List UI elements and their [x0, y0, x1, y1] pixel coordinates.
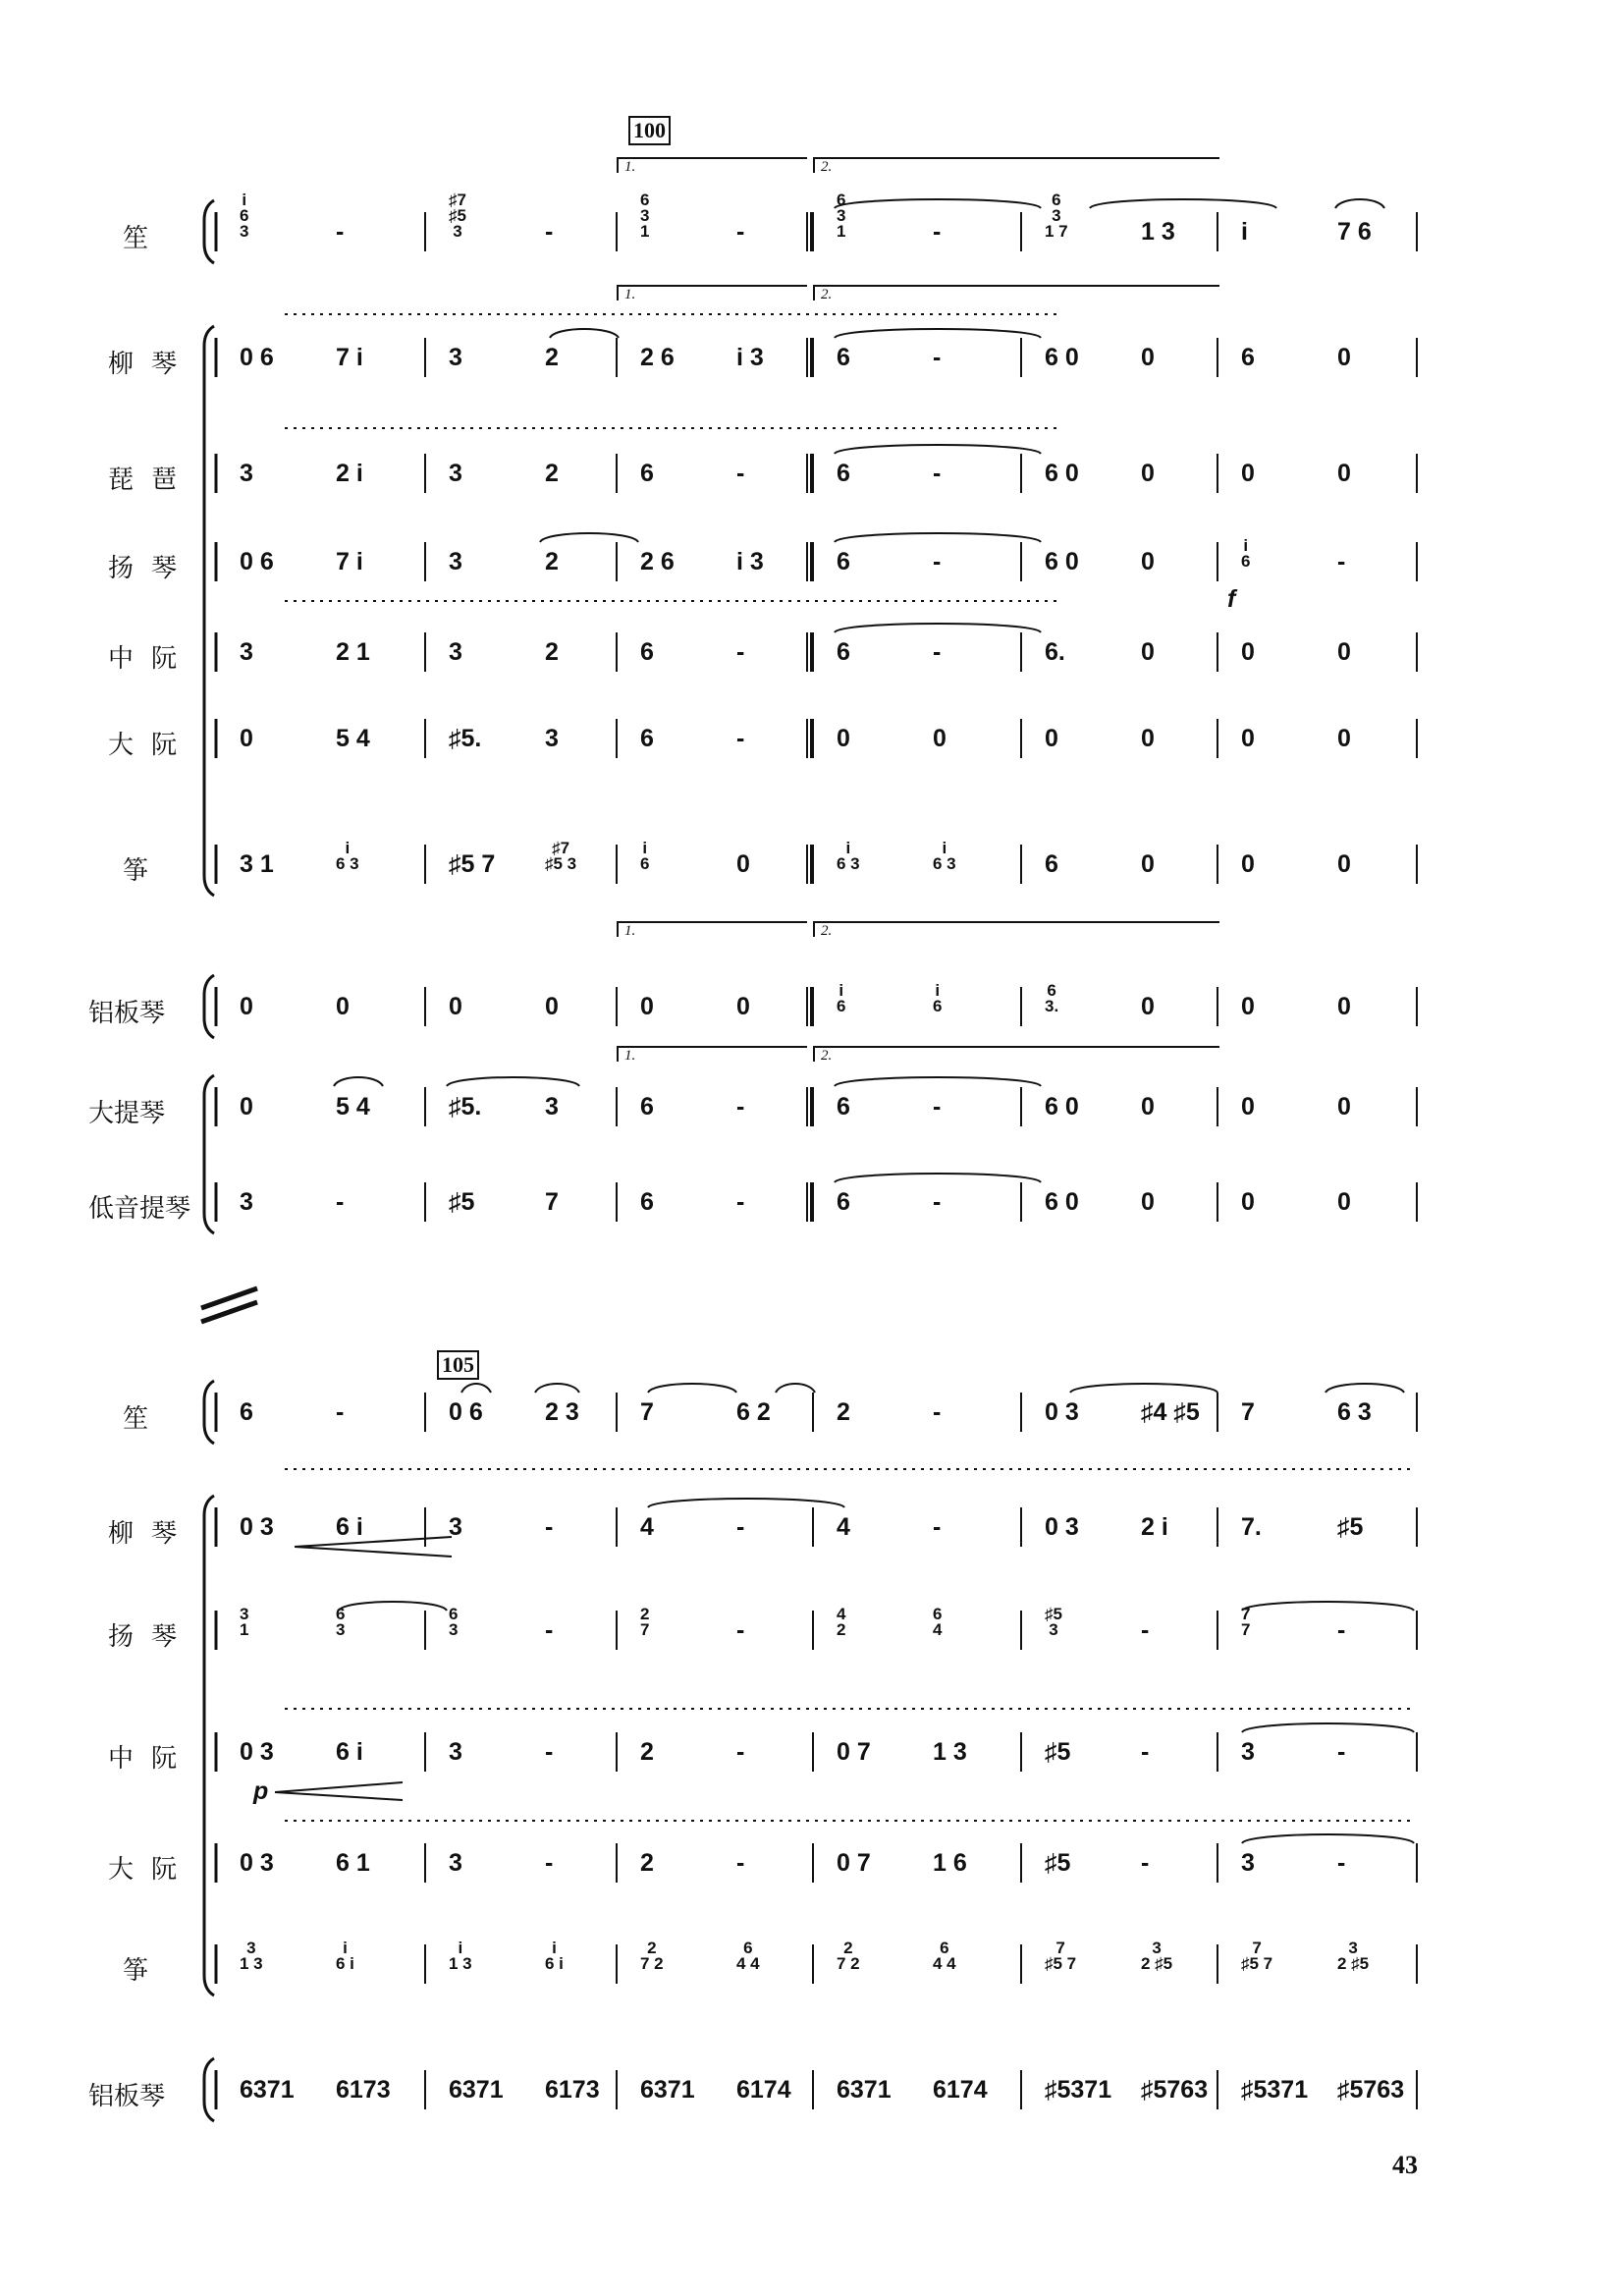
note-group: - [336, 1188, 345, 1216]
note-stack: 2 7 2 [837, 1939, 860, 1973]
slur [835, 624, 1041, 632]
page-number: 43 [1392, 2151, 1418, 2179]
note-stack: 6 3 1 7 [1045, 191, 1068, 241]
note-group: - [1337, 1849, 1346, 1877]
note-group: 7 i [336, 344, 363, 371]
note-group: 6 i [336, 1513, 363, 1541]
note-group: 2 [640, 1738, 654, 1766]
note-group: 2 [545, 548, 559, 575]
note-group: 0 [1241, 638, 1255, 666]
volta-label: 1. [624, 159, 636, 175]
note-stack: 3 1 3 [240, 1939, 263, 1973]
note-stack: 6 3 [449, 1605, 459, 1639]
volta-label: 1. [624, 923, 636, 939]
slur [550, 329, 619, 338]
note-group: 6 [837, 344, 850, 371]
note-group: - [336, 1398, 345, 1426]
note-group: 0 [1337, 993, 1351, 1020]
slur [1242, 1723, 1414, 1732]
note-group: 2 i [1141, 1513, 1168, 1541]
note-stack: 3 1 [240, 1605, 249, 1639]
instrument-label: 铝板琴 [88, 999, 166, 1028]
crescendo-hairpin [275, 1792, 403, 1800]
note-group: 3 [240, 460, 253, 487]
note-group: 2 1 [336, 638, 370, 666]
note-group: - [736, 1738, 745, 1766]
note-group: 3 [449, 344, 462, 371]
note-group: 6 [640, 1093, 654, 1121]
volta-label: 2. [821, 159, 833, 175]
volta-label: 1. [624, 287, 636, 302]
note-group: 3 [1241, 1738, 1255, 1766]
note-group: 0 [240, 725, 253, 752]
note-group: 2 [545, 344, 559, 371]
note-group: 6173 [336, 2076, 391, 2104]
slur [1242, 1602, 1414, 1611]
note-stack: i 6 3 [336, 839, 359, 873]
note-group: 0 3 [240, 1513, 274, 1541]
note-group: 2 6 [640, 344, 675, 371]
note-stack: 6 3 1 [640, 191, 650, 241]
note-group: - [1141, 1849, 1150, 1877]
note-group: - [933, 1093, 942, 1121]
instrument-label: 低音提琴 [88, 1194, 191, 1224]
note-group: 3 [545, 725, 559, 752]
instrument-label: 筝 [123, 1956, 167, 1986]
volta-1 [617, 157, 807, 173]
note-group: 0 [449, 993, 462, 1020]
note-group: 0 [1141, 993, 1155, 1020]
note-group: 0 [1141, 1093, 1155, 1121]
note-stack: 7 ♯5 7 [1241, 1939, 1273, 1973]
note-group: 3 [449, 1849, 462, 1877]
note-stack: 6 3 1 [837, 191, 846, 241]
volta-1 [617, 285, 807, 301]
note-group: - [933, 344, 942, 371]
note-group: 3 [449, 1513, 462, 1541]
note-group: ♯5371 [1045, 2076, 1112, 2104]
note-group: - [1337, 1738, 1346, 1766]
slur [1070, 1384, 1217, 1393]
note-group: - [933, 638, 942, 666]
note-group: 6 3 [1337, 1398, 1372, 1426]
note-group: - [933, 218, 942, 246]
volta-label: 2. [821, 1048, 833, 1064]
note-group: i [1241, 218, 1248, 246]
note-group: 2 [545, 638, 559, 666]
note-group: - [545, 1513, 554, 1541]
note-stack: i 6 3 [837, 839, 860, 873]
note-group: - [736, 1849, 745, 1877]
slur [334, 1077, 383, 1086]
note-group: - [933, 548, 942, 575]
staff-bracket [204, 2058, 214, 2121]
slur [1325, 1384, 1404, 1393]
volta-label: 2. [821, 287, 833, 302]
note-group: ♯5. [449, 725, 482, 752]
note-group: - [736, 1513, 745, 1541]
instrument-label: 中阮 [108, 1744, 195, 1774]
staff-bracket [204, 1075, 214, 1233]
instrument-label: 筝 [123, 856, 167, 886]
note-group: 2 [640, 1849, 654, 1877]
note-stack: 2 7 2 [640, 1939, 664, 1973]
note-stack: i 6 [837, 981, 846, 1015]
note-group: 2 i [336, 460, 363, 487]
instrument-label: 大提琴 [88, 1099, 166, 1128]
note-group: 6 0 [1045, 1188, 1079, 1216]
note-group: 0 [1337, 344, 1351, 371]
note-stack: ♯7 ♯5 3 [545, 839, 577, 873]
instrument-label: 中阮 [108, 644, 195, 674]
note-group: 3 [449, 1738, 462, 1766]
note-group: 6 [837, 1188, 850, 1216]
slur [835, 533, 1041, 542]
instrument-label: 琵琶 [108, 465, 195, 495]
staff-bracket [204, 1496, 214, 1995]
note-stack: i 6 3 [933, 839, 956, 873]
slur [835, 445, 1041, 454]
slur [535, 1384, 579, 1393]
slur [835, 199, 1041, 208]
note-stack: i 6 [1241, 536, 1251, 571]
slur [648, 1384, 736, 1393]
note-group: 0 3 [240, 1738, 274, 1766]
note-group: 0 [1141, 725, 1155, 752]
rehearsal-mark: 100 [628, 116, 671, 145]
note-group: 6. [1045, 638, 1065, 666]
note-group: 0 [1141, 548, 1155, 575]
note-group: 0 [240, 993, 253, 1020]
note-group: 0 [1141, 850, 1155, 878]
instrument-label: 柳琴 [108, 1519, 195, 1549]
note-group: 3 [449, 460, 462, 487]
note-group: - [1337, 1616, 1346, 1644]
instrument-label: 笙 [123, 1404, 167, 1434]
volta-2 [813, 1046, 1219, 1062]
crescendo-hairpin [275, 1782, 403, 1792]
note-group: 0 [1045, 725, 1058, 752]
note-group: 3 [240, 638, 253, 666]
note-group: 0 6 [240, 344, 274, 371]
staff-bracket [204, 326, 214, 896]
note-group: 6 1 [336, 1849, 370, 1877]
note-group: 0 [1337, 638, 1351, 666]
note-group: 0 3 [1045, 1513, 1079, 1541]
note-group: 6 [837, 460, 850, 487]
note-group: 1 6 [933, 1849, 967, 1877]
slur [648, 1499, 844, 1507]
rehearsal-mark: 105 [437, 1350, 479, 1380]
note-group: 6 [837, 1093, 850, 1121]
note-group: 0 [1241, 460, 1255, 487]
note-group: 6 0 [1045, 344, 1079, 371]
note-group: 4 [640, 1513, 654, 1541]
note-group: 0 [545, 993, 559, 1020]
note-group: - [736, 460, 745, 487]
dynamic-mark: p [253, 1777, 269, 1805]
note-group: 6173 [545, 2076, 600, 2104]
note-group: 0 6 [240, 548, 274, 575]
note-group: - [1337, 548, 1346, 575]
instrument-label: 扬琴 [108, 554, 195, 583]
volta-2 [813, 285, 1219, 301]
note-group: 6 [1045, 850, 1058, 878]
volta-2 [813, 157, 1219, 173]
note-stack: 6 4 4 [736, 1939, 760, 1973]
note-group: 0 7 [837, 1849, 871, 1877]
note-group: - [736, 1616, 745, 1644]
note-group: 2 3 [545, 1398, 579, 1426]
note-group: 6 [837, 548, 850, 575]
note-group: 0 [1241, 1093, 1255, 1121]
note-group: 3 1 [240, 850, 274, 878]
note-stack: 6 3. [1045, 981, 1059, 1015]
note-group: 3 [1241, 1849, 1255, 1877]
note-group: 6 i [336, 1738, 363, 1766]
note-group: 0 [1141, 1188, 1155, 1216]
instrument-label: 扬琴 [108, 1622, 195, 1652]
instrument-label: 铝板琴 [88, 2082, 166, 2111]
instrument-label: 大阮 [108, 1855, 195, 1885]
note-group: 0 7 [837, 1738, 871, 1766]
slur [1335, 199, 1384, 208]
note-group: 6 [640, 460, 654, 487]
note-group: 7. [1241, 1513, 1262, 1541]
note-group: 3 [545, 1093, 559, 1121]
note-group: 0 [933, 725, 947, 752]
note-group: 7 [640, 1398, 654, 1426]
note-group: 6 [240, 1398, 253, 1426]
note-group: ♯5. [449, 1093, 482, 1121]
note-group: 0 3 [1045, 1398, 1079, 1426]
note-stack: 3 2 ♯5 [1141, 1939, 1173, 1973]
slur [447, 1077, 579, 1086]
volta-label: 1. [624, 1048, 636, 1064]
note-group: 0 [1337, 460, 1351, 487]
note-group: ♯5 7 [449, 850, 496, 878]
instrument-label: 大阮 [108, 731, 195, 760]
volta-1 [617, 921, 807, 937]
note-group: - [933, 1398, 942, 1426]
note-group: 0 [736, 850, 750, 878]
note-group: ♯5 [1337, 1513, 1364, 1541]
note-group: 0 [1241, 850, 1255, 878]
note-group: ♯5371 [1241, 2076, 1309, 2104]
note-group: - [545, 1849, 554, 1877]
note-group: ♯4 ♯5 [1141, 1398, 1200, 1426]
note-group: 6174 [736, 2076, 791, 2104]
slur [835, 1077, 1041, 1086]
slur [835, 329, 1041, 338]
note-group: 6 [640, 638, 654, 666]
note-group: 6 0 [1045, 460, 1079, 487]
note-group: 0 [837, 725, 850, 752]
note-group: - [545, 1738, 554, 1766]
note-group: 6 [837, 638, 850, 666]
note-stack: i 6 3 [240, 191, 249, 241]
crescendo-hairpin [295, 1547, 452, 1557]
note-group: ♯5 [1045, 1849, 1071, 1877]
note-group: 0 [1141, 638, 1155, 666]
note-stack: 2 7 [640, 1605, 650, 1639]
note-group: - [933, 460, 942, 487]
note-group: - [336, 218, 345, 246]
note-stack: 7 7 [1241, 1605, 1251, 1639]
note-group: 6 0 [1045, 1093, 1079, 1121]
note-group: 0 [1337, 725, 1351, 752]
note-group: i 3 [736, 548, 764, 575]
note-group: - [736, 218, 745, 246]
note-group: - [933, 1188, 942, 1216]
instrument-label: 柳琴 [108, 350, 195, 379]
note-stack: 6 4 4 [933, 1939, 956, 1973]
note-stack: i 1 3 [449, 1939, 472, 1973]
note-group: - [545, 218, 554, 246]
note-group: i 3 [736, 344, 764, 371]
note-group: 3 [449, 548, 462, 575]
note-group: 7 i [336, 548, 363, 575]
note-group: 0 [736, 993, 750, 1020]
note-group: 4 [837, 1513, 850, 1541]
slur [339, 1602, 447, 1611]
note-group: 0 [1141, 460, 1155, 487]
note-group: 6174 [933, 2076, 988, 2104]
note-group: 0 [336, 993, 350, 1020]
note-group: - [736, 1093, 745, 1121]
note-stack: i 6 i [545, 1939, 564, 1973]
slur [835, 1174, 1041, 1182]
note-group: 2 [837, 1398, 850, 1426]
staff-bracket [204, 200, 214, 263]
note-group: ♯5 [449, 1188, 475, 1216]
note-group: 0 6 [449, 1398, 483, 1426]
note-group: - [736, 638, 745, 666]
crescendo-hairpin [295, 1537, 452, 1547]
note-group: 0 [1241, 725, 1255, 752]
note-group: 7 [545, 1188, 559, 1216]
note-group: 2 [545, 460, 559, 487]
note-stack: i 6 [933, 981, 943, 1015]
note-group: - [736, 1188, 745, 1216]
note-group: 6 [640, 1188, 654, 1216]
note-group: 6371 [837, 2076, 892, 2104]
note-group: 0 [240, 1093, 253, 1121]
note-stack: 3 2 ♯5 [1337, 1939, 1370, 1973]
note-group: 1 3 [933, 1738, 967, 1766]
slur [540, 533, 638, 542]
note-group: 2 6 [640, 548, 675, 575]
note-group: 5 4 [336, 725, 370, 752]
note-group: 0 [1337, 1188, 1351, 1216]
slur [1242, 1834, 1414, 1843]
note-group: 6 0 [1045, 548, 1079, 575]
slur [461, 1384, 491, 1393]
slur [776, 1384, 815, 1393]
note-group: - [545, 1616, 554, 1644]
note-stack: ♯7 ♯5 3 [449, 191, 466, 241]
note-group: 6 2 [736, 1398, 771, 1426]
staff-bracket [204, 975, 214, 1038]
volta-1 [617, 1046, 807, 1062]
note-group: 7 [1241, 1398, 1255, 1426]
note-group: 0 3 [240, 1849, 274, 1877]
note-stack: 4 2 [837, 1605, 846, 1639]
note-group: 0 [1337, 850, 1351, 878]
note-group: ♯5 [1045, 1738, 1071, 1766]
note-group: 5 4 [336, 1093, 370, 1121]
note-group: 0 [1241, 1188, 1255, 1216]
note-group: 1 3 [1141, 218, 1175, 246]
note-group: ♯5763 [1337, 2076, 1405, 2104]
note-group: 6 [1241, 344, 1255, 371]
volta-label: 2. [821, 923, 833, 939]
note-stack: 7 ♯5 7 [1045, 1939, 1077, 1973]
note-group: 6371 [240, 2076, 295, 2104]
note-group: 3 [449, 638, 462, 666]
note-group: 6371 [640, 2076, 695, 2104]
note-stack: ♯5 3 [1045, 1605, 1062, 1639]
instrument-label: 笙 [123, 224, 167, 253]
note-stack: i 6 i [336, 1939, 354, 1973]
dynamic-mark: f [1227, 585, 1236, 613]
note-group: 0 [1141, 344, 1155, 371]
note-group: 6 [640, 725, 654, 752]
staff-bracket [204, 1381, 214, 1444]
note-group: ♯5763 [1141, 2076, 1209, 2104]
note-group: 0 [640, 993, 654, 1020]
volta-2 [813, 921, 1219, 937]
note-group: 7 6 [1337, 218, 1372, 246]
slur [1090, 199, 1276, 208]
note-group: 0 [1337, 1093, 1351, 1121]
note-group: - [1141, 1738, 1150, 1766]
note-group: 0 [1241, 993, 1255, 1020]
note-group: 6371 [449, 2076, 504, 2104]
note-stack: i 6 [640, 839, 650, 873]
note-group: 3 [240, 1188, 253, 1216]
note-stack: 6 3 [336, 1605, 346, 1639]
note-stack: 6 4 [933, 1605, 943, 1639]
note-group: - [933, 1513, 942, 1541]
note-group: - [1141, 1616, 1150, 1644]
note-group: - [736, 725, 745, 752]
